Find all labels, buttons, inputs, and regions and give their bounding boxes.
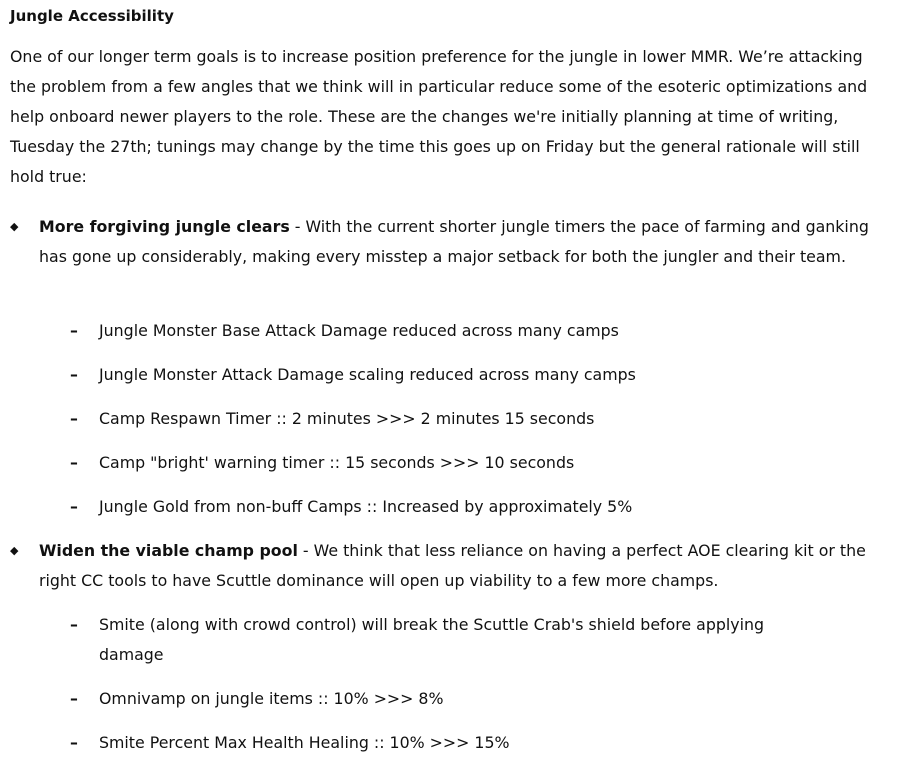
bullet-forgiving-clears	[10, 212, 890, 272]
dash-bullet-icon: –	[70, 615, 78, 634]
bullet-text	[39, 536, 890, 596]
sub-item	[70, 492, 830, 522]
dash-bullet-icon: –	[70, 733, 78, 752]
sub-item-text: Camp "bright' warning timer :: 15 seconds >>> 10 seconds	[99, 453, 575, 472]
dash-bullet-icon: –	[70, 321, 78, 340]
intro-paragraph: One of our longer term goals is to increase position preference for the jungle in lower MMR. We’re attacking the problem from a few angles that we think will in particular reduce some of the esoteric optimizations and help onboard newer players to the role. These are the changes we're initially planning at time of writing, Tuesday the 27th; tunings may change by the time this goes up on Friday but the general rationale will still hold true:	[10, 47, 868, 186]
sub-item	[70, 404, 830, 434]
diamond-bullet-icon: ◆	[10, 544, 19, 557]
bullet-title: Widen the viable champ pool	[39, 541, 298, 560]
sub-item	[70, 684, 830, 714]
sub-item-text: Smite Percent Max Health Healing :: 10% >>> 15%	[99, 733, 510, 752]
sub-item-text: Omnivamp on jungle items :: 10% >>> 8%	[99, 689, 444, 708]
dash-bullet-icon: –	[70, 409, 78, 428]
bullet-description: - With the current shorter jungle timers the pace of farming and ganking has gone up considerably, making every misstep a major setback for both the jungler and their team.	[39, 217, 869, 266]
section-heading: Jungle Accessibility	[10, 7, 174, 25]
sub-item	[70, 610, 830, 670]
bullet-title: More forgiving jungle clears	[39, 217, 290, 236]
dash-bullet-icon: –	[70, 689, 78, 708]
sub-item-text: Camp Respawn Timer :: 2 minutes >>> 2 minutes 15 seconds	[99, 409, 595, 428]
bullet-widen-champ-pool	[10, 536, 890, 596]
diamond-bullet-icon: ◆	[10, 220, 19, 233]
sub-item-text: Jungle Monster Base Attack Damage reduced across many camps	[99, 321, 619, 340]
dash-bullet-icon: –	[70, 497, 78, 516]
sub-item	[70, 448, 830, 478]
dash-bullet-icon: –	[70, 453, 78, 472]
sub-item	[70, 728, 830, 758]
sub-item-text: Jungle Monster Attack Damage scaling reduced across many camps	[99, 365, 636, 384]
sub-item	[70, 360, 830, 390]
sub-item	[70, 316, 830, 346]
sub-item-text: Jungle Gold from non-buff Camps :: Increased by approximately 5%	[99, 497, 633, 516]
bullet-text	[39, 212, 890, 272]
sub-item-text: Smite (along with crowd control) will break the Scuttle Crab's shield before applying damage	[99, 615, 765, 664]
bullet-description: - We think that less reliance on having a perfect AOE clearing kit or the right CC tools to have Scuttle dominance will open up viability to a few more champs.	[39, 541, 866, 590]
dash-bullet-icon: –	[70, 365, 78, 384]
